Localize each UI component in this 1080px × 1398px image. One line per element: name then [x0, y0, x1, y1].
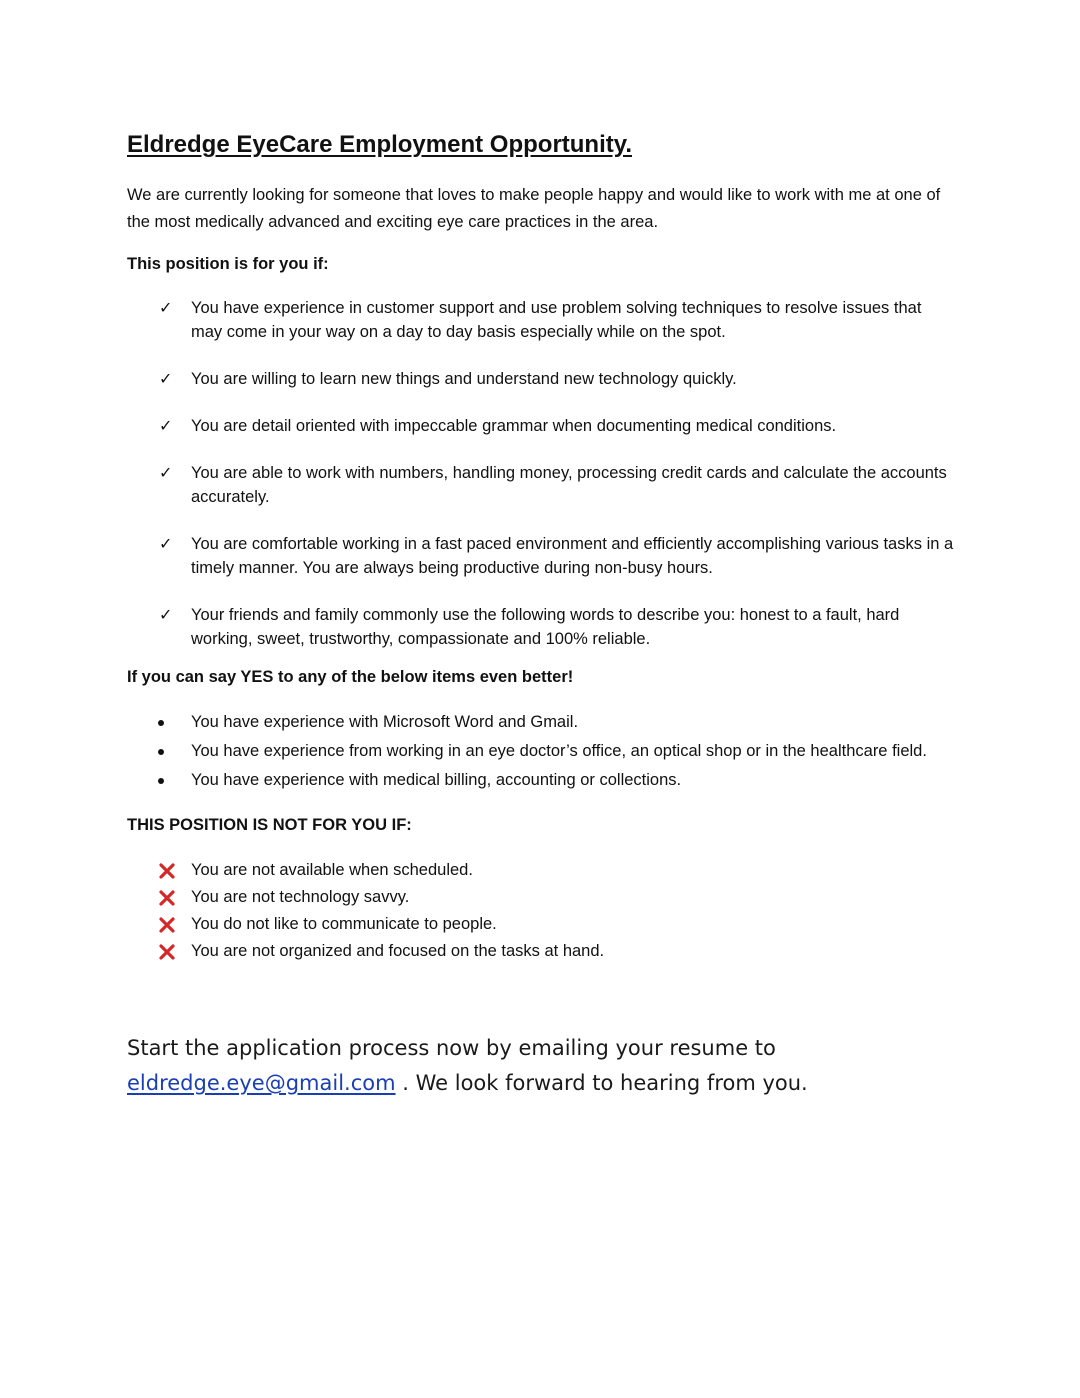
check-icon: ✓	[159, 298, 173, 317]
even-better-item-text: You have experience with Microsoft Word and Gmail.	[191, 713, 579, 731]
for-you-item	[127, 296, 957, 344]
not-for-you-list	[127, 857, 957, 965]
not-for-you-item	[127, 938, 957, 965]
closing-text-after: . We look forward to hearing from you.	[402, 1071, 808, 1095]
not-for-you-item-text: You are not organized and focused on the tasks at hand.	[191, 942, 605, 960]
cross-icon	[159, 944, 175, 960]
even-better-item-text: You have experience with medical billing, accounting or collections.	[191, 771, 682, 789]
check-icon: ✓	[159, 369, 173, 388]
for-you-item	[127, 461, 957, 509]
document-page	[127, 128, 957, 1101]
for-you-item	[127, 414, 957, 438]
closing-paragraph	[127, 1031, 957, 1101]
for-you-item-text: You are able to work with numbers, handling money, processing credit cards and calculate the accounts accurately.	[191, 464, 947, 506]
for-you-item	[127, 367, 957, 391]
closing-text-before: Start the application process now by emailing your resume to	[127, 1036, 776, 1060]
check-icon: ✓	[159, 605, 173, 624]
bullet-icon	[158, 720, 164, 726]
even-better-heading: If you can say YES to any of the below items even better!	[127, 668, 574, 686]
check-icon: ✓	[159, 534, 173, 553]
for-you-item-text: Your friends and family commonly use the following words to describe you: honest to a fault, hard working, sweet, trustworthy, compassionate and 100% reliable.	[191, 606, 900, 648]
for-you-list	[127, 296, 957, 651]
for-you-item	[127, 603, 957, 651]
for-you-item-text: You are willing to learn new things and understand new technology quickly.	[191, 370, 737, 388]
even-better-item	[127, 709, 957, 735]
even-better-item-text: You have experience from working in an eye doctor’s office, an optical shop or in the healthcare field.	[191, 742, 927, 760]
document-title: Eldredge EyeCare Employment Opportunity.	[127, 131, 632, 158]
email-link[interactable]: eldredge.eye@gmail.com	[127, 1071, 396, 1095]
even-better-item	[127, 767, 957, 793]
even-better-list	[127, 709, 957, 793]
check-icon: ✓	[159, 416, 173, 435]
check-icon: ✓	[159, 463, 173, 482]
intro-paragraph: We are currently looking for someone that loves to make people happy and would like to work with me at one of the most medically advanced and exciting eye care practices in the area.	[127, 186, 941, 231]
for-you-item-text: You are detail oriented with impeccable grammar when documenting medical conditions.	[191, 417, 837, 435]
even-better-item	[127, 738, 957, 764]
cross-icon	[159, 917, 175, 933]
not-for-you-item	[127, 911, 957, 938]
not-for-you-item	[127, 857, 957, 884]
not-for-you-item	[127, 884, 957, 911]
for-you-item	[127, 532, 957, 580]
bullet-icon	[158, 778, 164, 784]
cross-icon	[159, 890, 175, 906]
for-you-heading: This position is for you if:	[127, 255, 329, 273]
not-for-you-item-text: You are not technology savvy.	[191, 888, 410, 906]
bullet-icon	[158, 749, 164, 755]
cross-icon	[159, 863, 175, 879]
not-for-you-heading: THIS POSITION IS NOT FOR YOU IF:	[127, 816, 412, 834]
for-you-item-text: You have experience in customer support and use problem solving techniques to resolve issues that may come in your way on a day to day basis especially while on the spot.	[191, 299, 922, 341]
not-for-you-item-text: You do not like to communicate to people.	[191, 915, 497, 933]
for-you-item-text: You are comfortable working in a fast paced environment and efficiently accomplishing various tasks in a timely manner. You are always being productive during non-busy hours.	[191, 535, 954, 577]
not-for-you-item-text: You are not available when scheduled.	[191, 861, 473, 879]
